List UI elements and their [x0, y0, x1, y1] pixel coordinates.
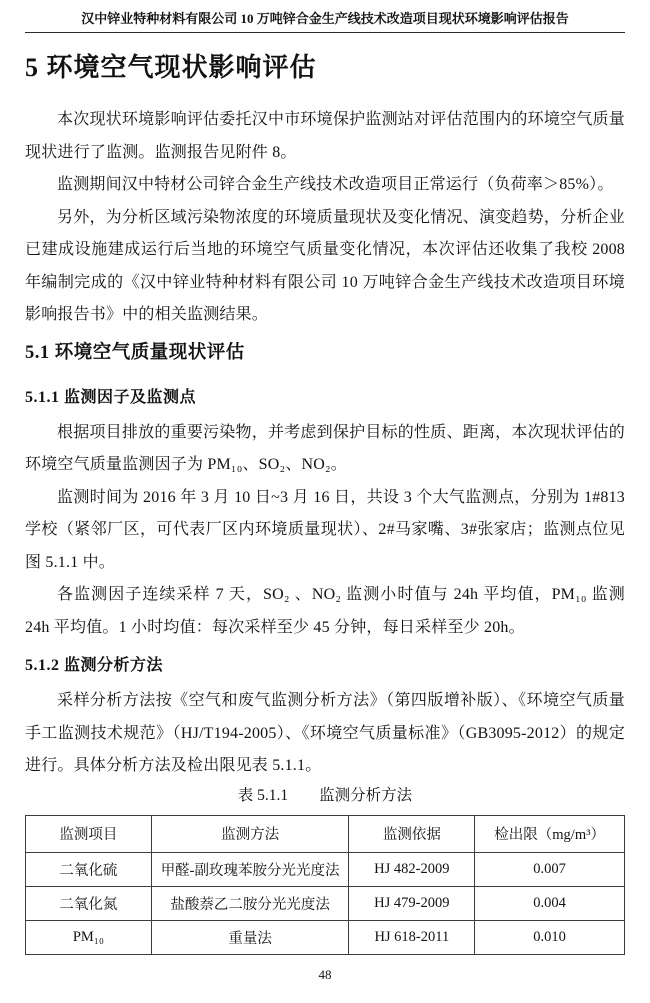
- cell-method: 重量法: [151, 920, 349, 954]
- paragraph-historical-data: 另外，为分析区域污染物浓度的环境质量现状及变化情况、演变趋势，分析企业已建成设施建成运行后当地的环境空气质量变化情况，本次评估还收集了我校 2008 年编制完成的《汉中锌业特种材料有限公司 10 万吨锌合金生产线技术改造项目环境影响报告书》中的相关监测结果。: [25, 208, 625, 323]
- table-row: [26, 852, 625, 886]
- cell-detection-limit: 0.010: [475, 920, 625, 954]
- column-header-detection-limit: 检出限（mg/m³）: [475, 815, 625, 852]
- table-header-row: [26, 815, 625, 852]
- page-header: [25, 8, 625, 33]
- paragraph-monitoring-commission: 本次现状环境影响评估委托汉中市环境保护监测站对评估范围内的环境空气质量现状进行了监测。监测报告见附件 8。: [25, 111, 625, 161]
- cell-item: 二氧化硫: [26, 852, 152, 886]
- cell-method: 甲醛-副玫瑰苯胺分光光度法: [151, 852, 349, 886]
- paragraph-analysis-methods: 采样分析方法按《空气和废气监测分析方法》（第四版增补版）、《环境空气质量手工监测技术规范》（HJ/T194-2005）、《环境空气质量标准》（GB3095-2012）的规定进行。具体分析方法及检出限见表 5.1.1。: [25, 692, 625, 774]
- column-header-basis: 监测依据: [349, 815, 475, 852]
- cell-basis: HJ 618-2011: [349, 920, 475, 954]
- column-header-method: 监测方法: [151, 815, 349, 852]
- chapter-title: 5 环境空气现状影响评估: [25, 53, 317, 82]
- cell-item: PM₁₀: [26, 920, 152, 954]
- section-title-512: 5.1.2 监测分析方法: [25, 657, 164, 674]
- cell-detection-limit: 0.007: [475, 852, 625, 886]
- cell-basis: HJ 479-2009: [349, 886, 475, 920]
- section-title-511: 5.1.1 监测因子及监测点: [25, 388, 197, 406]
- paragraph-monitoring-factors: 根据项目排放的重要污染物，并考虑到保护目标的性质、距离，本次现状评估的环境空气质量监测因子为 PM₁₀、SO₂、NO₂。: [25, 423, 625, 473]
- page-header-title: 汉中锌业特种材料有限公司 10 万吨锌合金生产线技术改造项目现状环境影响评估报告: [81, 11, 569, 26]
- table-row: [26, 886, 625, 920]
- cell-method: 盐酸萘乙二胺分光光度法: [151, 886, 349, 920]
- table-caption: 表 5.1.1 监测分析方法: [237, 786, 413, 804]
- page-number: 48: [318, 966, 332, 982]
- paragraph-operation-load: 监测期间汉中特材公司锌合金生产线技术改造项目正常运行（负荷率＞85%）。: [57, 176, 614, 193]
- column-header-item: 监测项目: [26, 815, 152, 852]
- paragraph-monitoring-time-points: 监测时间为 2016 年 3 月 10 日~3 月 16 日，共设 3 个大气监测点，分别为 1#813 学校（紧邻厂区，可代表厂区内环境质量现状）、2#马家嘴、3#张家店；监测点位见图 5.1.1 中。: [25, 488, 625, 571]
- cell-basis: HJ 482-2009: [349, 852, 475, 886]
- section-title-51: 5.1 环境空气质量现状评估: [25, 342, 245, 363]
- cell-item: 二氧化氮: [26, 886, 152, 920]
- analysis-methods-table: [25, 815, 625, 955]
- cell-detection-limit: 0.004: [475, 886, 625, 920]
- table-row: [26, 920, 625, 954]
- paragraph-sampling-duration: 各监测因子连续采样 7 天，SO₂ 、NO₂ 监测小时值与 24h 平均值，PM₁₀ 监测 24h 平均值。1 小时均值：每次采样至少 45 分钟，每日采样至少 20h。: [25, 586, 625, 636]
